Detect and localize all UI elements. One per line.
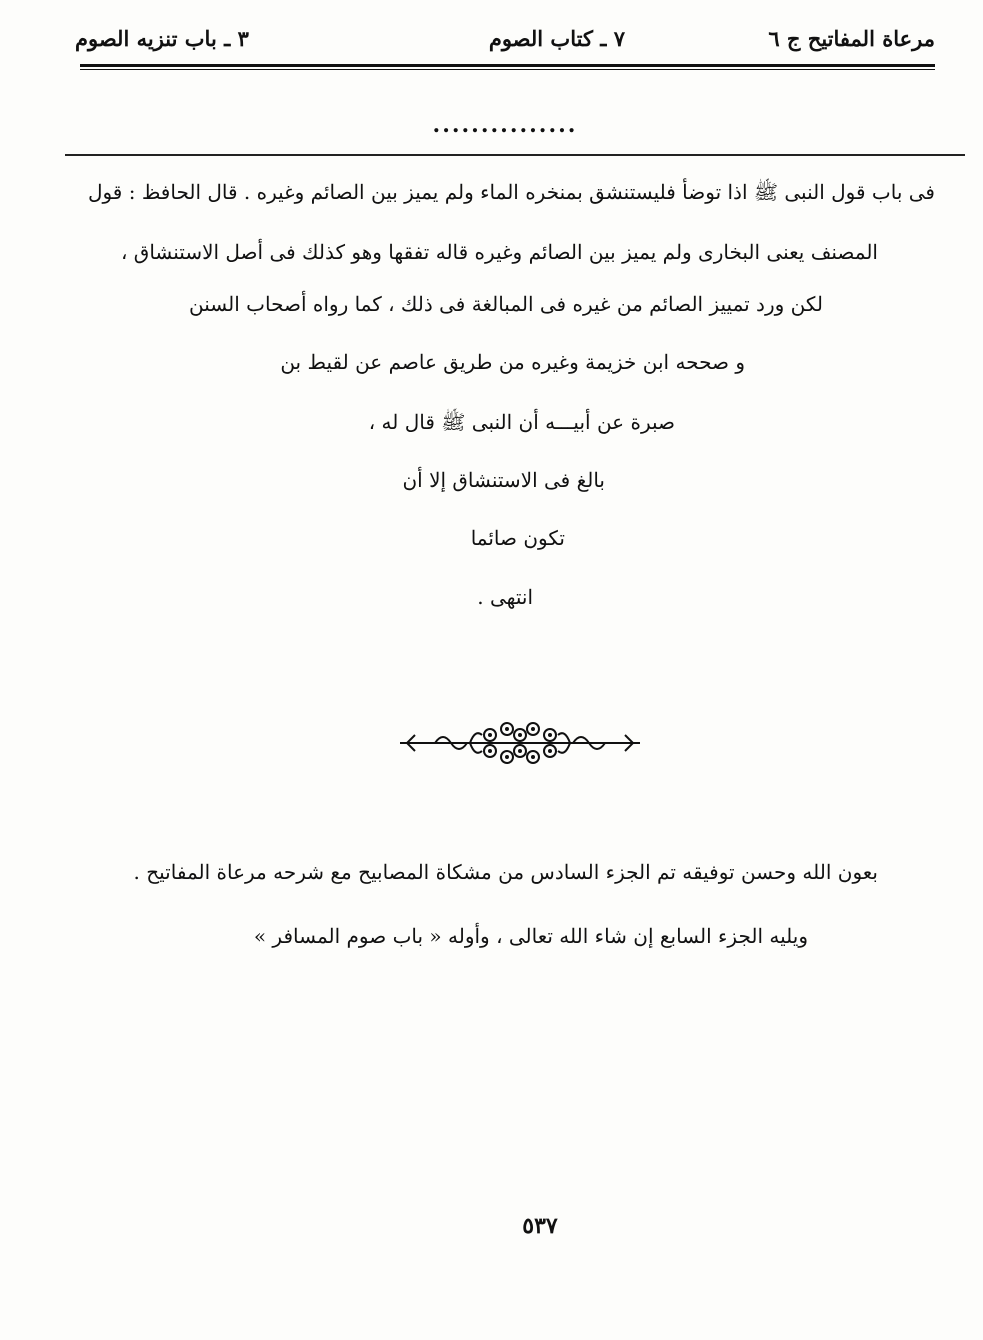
floral-divider-icon xyxy=(395,715,645,770)
body-line-8: انتهى . xyxy=(477,585,533,609)
closing-line-2: ويليه الجزء السابع إن شاء الله تعالى ، وأوله « باب صوم المسافر » xyxy=(253,924,808,948)
closing-line-1: بعون الله وحسن توفيقه تم الجزء السادس من مشكاة المصابيح مع شرحه مرعاة المفاتيح . xyxy=(133,860,878,884)
book-section: ٧ ـ كتاب الصوم xyxy=(488,26,625,51)
separator-dots: ............... xyxy=(432,112,578,138)
body-line-4: و صححه ابن خزيمة وغيره من طريق عاصم عن لقيط بن xyxy=(280,350,745,374)
page-number: ٥٣٧ xyxy=(522,1213,558,1239)
body-line-7: تكون صائما xyxy=(470,526,565,550)
body-line-3: لكن ورد تمييز الصائم من غيره فى المبالغة فى ذلك ، كما رواه أصحاب السنن xyxy=(189,292,823,316)
body-line-1: فى باب قول النبى ﷺ اذا توضأ فليستنشق بمنخره الماء ولم يميز بين الصائم وغيره . قال الحافظ : قول xyxy=(87,180,935,204)
body-line-5: صبرة عن أبيـــه أن النبى ﷺ قال له ، xyxy=(368,410,675,434)
header-rule-thick xyxy=(80,64,935,67)
header-rule-thin xyxy=(80,69,935,70)
book-title: مرعاة المفاتيح ج ٦ xyxy=(768,26,935,51)
footnote-separator-line xyxy=(65,154,965,156)
running-header xyxy=(75,26,935,58)
body-line-2: المصنف يعنى البخارى ولم يميز بين الصائم وغيره قاله تفقها وهو كذلك فى أصل الاستنشاق ، xyxy=(120,240,878,264)
body-line-6: بالغ فى الاستنشاق إلا أن xyxy=(402,468,605,492)
chapter-title: ٣ ـ باب تنزيه الصوم xyxy=(75,26,249,51)
